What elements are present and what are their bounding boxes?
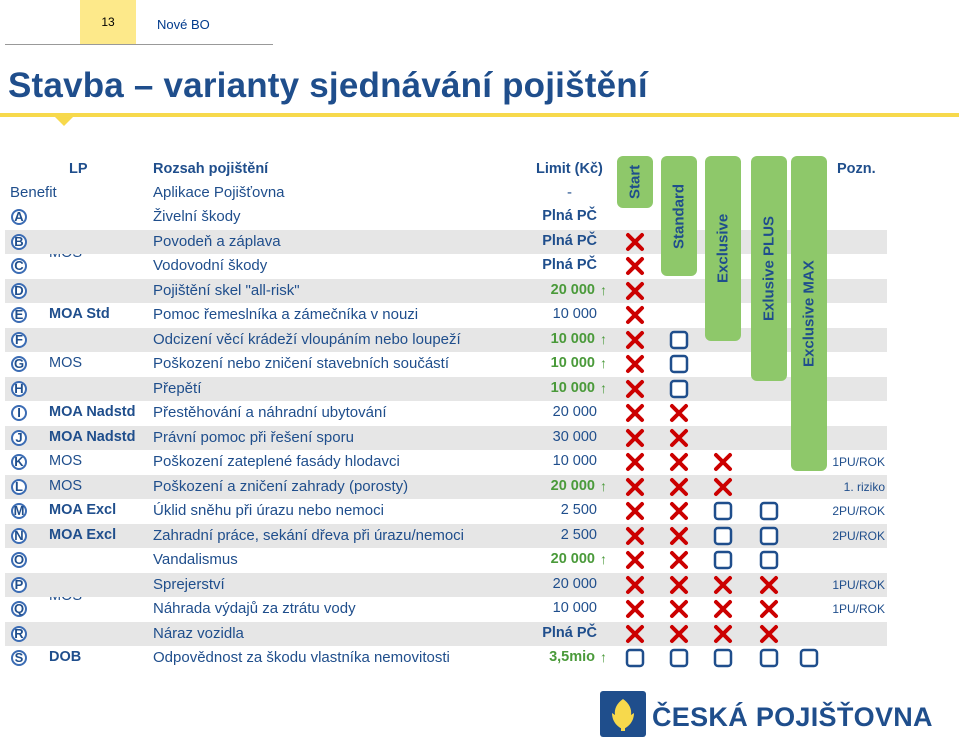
benefit-label: Benefit — [10, 183, 57, 201]
row-pozn: 1PU/ROK — [832, 577, 885, 592]
title-notch — [54, 116, 74, 126]
row-rozsah: Povodeň a záplava — [153, 232, 281, 250]
row-lp: MOA Nadstd — [49, 404, 136, 420]
table-row — [5, 597, 887, 622]
cross-icon — [758, 574, 780, 596]
row-letter: F — [15, 331, 23, 347]
row-limit: Plná PČ — [542, 208, 597, 224]
cross-icon — [624, 451, 646, 473]
row-limit: 20 000 — [550, 281, 595, 298]
cross-icon — [624, 525, 646, 547]
header-limit: Limit (Kč) — [536, 161, 603, 177]
table-row — [5, 475, 887, 500]
cross-icon — [712, 451, 734, 473]
cross-icon — [624, 280, 646, 302]
logo-emblem — [600, 691, 646, 742]
row-lp: DOB — [49, 649, 82, 665]
cross-icon — [758, 623, 780, 645]
row-rozsah: Zahradní práce, sekání dřeva při úrazu/nemoci — [153, 526, 464, 544]
insurance-table — [5, 156, 887, 671]
row-rozsah: Odpovědnost za škodu vlastníka nemovitosti — [153, 649, 450, 666]
row-rozsah: Vodovodní škody — [153, 257, 268, 274]
cross-icon — [624, 598, 646, 620]
up-arrow-icon: ↑ — [600, 551, 607, 567]
row-rozsah: Pomoc řemeslníka a zámečníka v nouzi — [153, 306, 419, 323]
row-lp: MOS — [49, 477, 83, 494]
row-lp: MOA Nadstd — [49, 428, 136, 445]
cross-icon — [624, 402, 646, 424]
up-arrow-icon: ↑ — [600, 330, 607, 347]
row-lp: MOS — [49, 453, 83, 469]
cross-icon — [668, 525, 690, 547]
row-lp: MOA Std — [49, 306, 110, 322]
row-limit: 30 000 — [552, 428, 597, 445]
section-label: Nové BO — [157, 17, 210, 32]
cross-icon — [712, 574, 734, 596]
variant-exclusive — [705, 156, 741, 341]
cross-icon — [624, 304, 646, 326]
row-limit: Plná PČ — [542, 257, 597, 273]
row-rozsah: Poškození a zničení zahrady (porosty) — [153, 477, 409, 495]
table-row — [5, 622, 887, 647]
checkbox-icon — [624, 647, 646, 669]
header-rozsah: Rozsah pojištění — [153, 161, 269, 177]
up-arrow-icon: ↑ — [600, 649, 607, 665]
checkbox-icon — [668, 353, 690, 375]
row-rozsah: Náraz vozidla — [153, 624, 244, 642]
row-pozn: 2PU/ROK — [832, 528, 885, 543]
row-letter: N — [14, 527, 24, 543]
table-row — [5, 524, 887, 549]
header-lp: LP — [69, 161, 88, 177]
checkbox-icon — [758, 647, 780, 669]
variant-label: Exlusive PLUS — [760, 215, 778, 322]
row-letter: S — [14, 650, 24, 665]
cross-icon — [624, 231, 646, 253]
cross-icon — [668, 427, 690, 449]
row-limit: 10 000 — [552, 600, 597, 616]
variant-start — [617, 156, 653, 208]
row-limit: 10 000 — [550, 330, 595, 347]
row-letter: O — [13, 552, 25, 567]
row-limit: 10 000 — [552, 453, 597, 469]
row-letter: E — [14, 307, 24, 322]
row-letter: A — [14, 209, 24, 224]
row-limit: 3,5mio — [549, 649, 595, 665]
cross-icon — [668, 623, 690, 645]
cross-icon — [668, 476, 690, 498]
row-limit: 20 000 — [550, 477, 595, 494]
cross-icon — [668, 500, 690, 522]
benefit-limit: - — [567, 183, 572, 201]
header-pozn: Pozn. — [837, 161, 876, 177]
row-limit: 10 000 — [550, 379, 595, 396]
cross-icon — [624, 353, 646, 375]
cross-icon — [668, 598, 690, 620]
table-row — [5, 573, 887, 598]
table-row — [5, 646, 887, 671]
cross-icon — [624, 549, 646, 571]
row-letter: H — [14, 380, 24, 396]
cross-icon — [624, 378, 646, 400]
cross-icon — [624, 329, 646, 351]
cross-icon — [668, 451, 690, 473]
row-limit: Plná PČ — [542, 232, 597, 249]
row-limit: 10 000 — [550, 355, 595, 371]
row-letter: G — [13, 356, 25, 371]
row-limit: 20 000 — [552, 404, 597, 420]
row-limit: 10 000 — [552, 306, 597, 322]
row-rozsah: Právní pomoc při řešení sporu — [153, 428, 354, 446]
row-letter: M — [13, 503, 25, 518]
table-row — [5, 401, 887, 426]
benefit-rozsah: Aplikace Pojišťovna — [153, 183, 285, 201]
row-letter: C — [14, 258, 24, 273]
up-arrow-icon: ↑ — [600, 355, 607, 371]
cross-icon — [668, 402, 690, 424]
table-row — [5, 499, 887, 524]
row-limit: Plná PČ — [542, 624, 597, 641]
variant-standard — [661, 156, 697, 276]
cross-icon — [758, 598, 780, 620]
row-letter: B — [14, 233, 24, 249]
row-lp: MOA Excl — [49, 502, 117, 518]
up-arrow-icon: ↑ — [600, 477, 607, 494]
checkbox-icon — [668, 378, 690, 400]
checkbox-icon — [712, 500, 734, 522]
title-underline — [0, 113, 959, 117]
row-rozsah: Poškození nebo zničení stavebních součástí — [153, 355, 450, 372]
row-letter: J — [15, 429, 23, 445]
row-letter: D — [14, 282, 24, 298]
cross-icon — [668, 549, 690, 571]
table-row — [5, 450, 887, 475]
page-number: 13 — [80, 0, 136, 44]
row-rozsah: Přestěhování a náhradní ubytování — [153, 404, 387, 421]
row-letter: P — [14, 576, 24, 592]
row-letter: R — [14, 625, 24, 641]
row-rozsah: Živelní škody — [153, 208, 241, 225]
checkbox-icon — [798, 647, 820, 669]
row-letter: Q — [13, 601, 25, 616]
cross-icon — [624, 574, 646, 596]
table-row — [5, 426, 887, 451]
checkbox-icon — [712, 647, 734, 669]
variant-label: Standard — [670, 183, 688, 249]
header-divider — [5, 44, 273, 45]
row-pozn: 1PU/ROK — [832, 455, 885, 469]
checkbox-icon — [712, 549, 734, 571]
up-arrow-icon: ↑ — [600, 281, 607, 298]
cross-icon — [624, 255, 646, 277]
variant-exlusive-plus — [751, 156, 787, 381]
checkbox-icon — [668, 647, 690, 669]
checkbox-icon — [758, 525, 780, 547]
row-lp: MOS — [49, 355, 83, 371]
row-letter: K — [14, 454, 24, 469]
variant-label: Exclusive MAX — [800, 260, 818, 367]
row-rozsah: Poškození zateplené fasády hlodavci — [153, 453, 400, 470]
cross-icon — [624, 500, 646, 522]
cross-icon — [624, 623, 646, 645]
checkbox-icon — [668, 329, 690, 351]
page-title: Stavba – varianty sjednávání pojištění — [8, 66, 648, 105]
up-arrow-icon: ↑ — [600, 379, 607, 396]
cross-icon — [712, 623, 734, 645]
cross-icon — [624, 427, 646, 449]
variant-exclusive-max — [791, 156, 827, 471]
row-letter: I — [17, 405, 21, 420]
row-limit: 2 500 — [560, 502, 597, 518]
row-lp: MOA Excl — [49, 526, 117, 543]
checkbox-icon — [758, 549, 780, 571]
cross-icon — [712, 598, 734, 620]
checkbox-icon — [758, 500, 780, 522]
cross-icon — [668, 574, 690, 596]
row-rozsah: Přepětí — [153, 379, 202, 397]
row-rozsah: Náhrada výdajů za ztrátu vody — [153, 600, 356, 617]
row-limit: 20 000 — [552, 575, 597, 592]
table-row — [5, 548, 887, 573]
cross-icon — [624, 476, 646, 498]
cross-icon — [712, 476, 734, 498]
row-pozn: 1. riziko — [843, 479, 885, 494]
row-pozn: 2PU/ROK — [832, 504, 885, 518]
logo-text: ČESKÁ POJIŠŤOVNA — [652, 702, 933, 732]
row-letter: L — [15, 478, 23, 494]
variant-label: Exclusive — [714, 213, 732, 284]
row-rozsah: Odcizení věcí krádeží vloupáním nebo loupeží — [153, 330, 461, 348]
row-limit: 2 500 — [560, 526, 597, 543]
row-limit: 20 000 — [550, 551, 595, 567]
row-rozsah: Sprejerství — [153, 575, 225, 593]
row-rozsah: Vandalismus — [153, 551, 238, 568]
variant-label: Start — [626, 164, 644, 200]
checkbox-icon — [712, 525, 734, 547]
row-rozsah: Pojištění skel "all-risk" — [153, 281, 300, 299]
row-pozn: 1PU/ROK — [832, 602, 885, 616]
row-rozsah: Úklid sněhu při úrazu nebo nemoci — [153, 502, 384, 519]
